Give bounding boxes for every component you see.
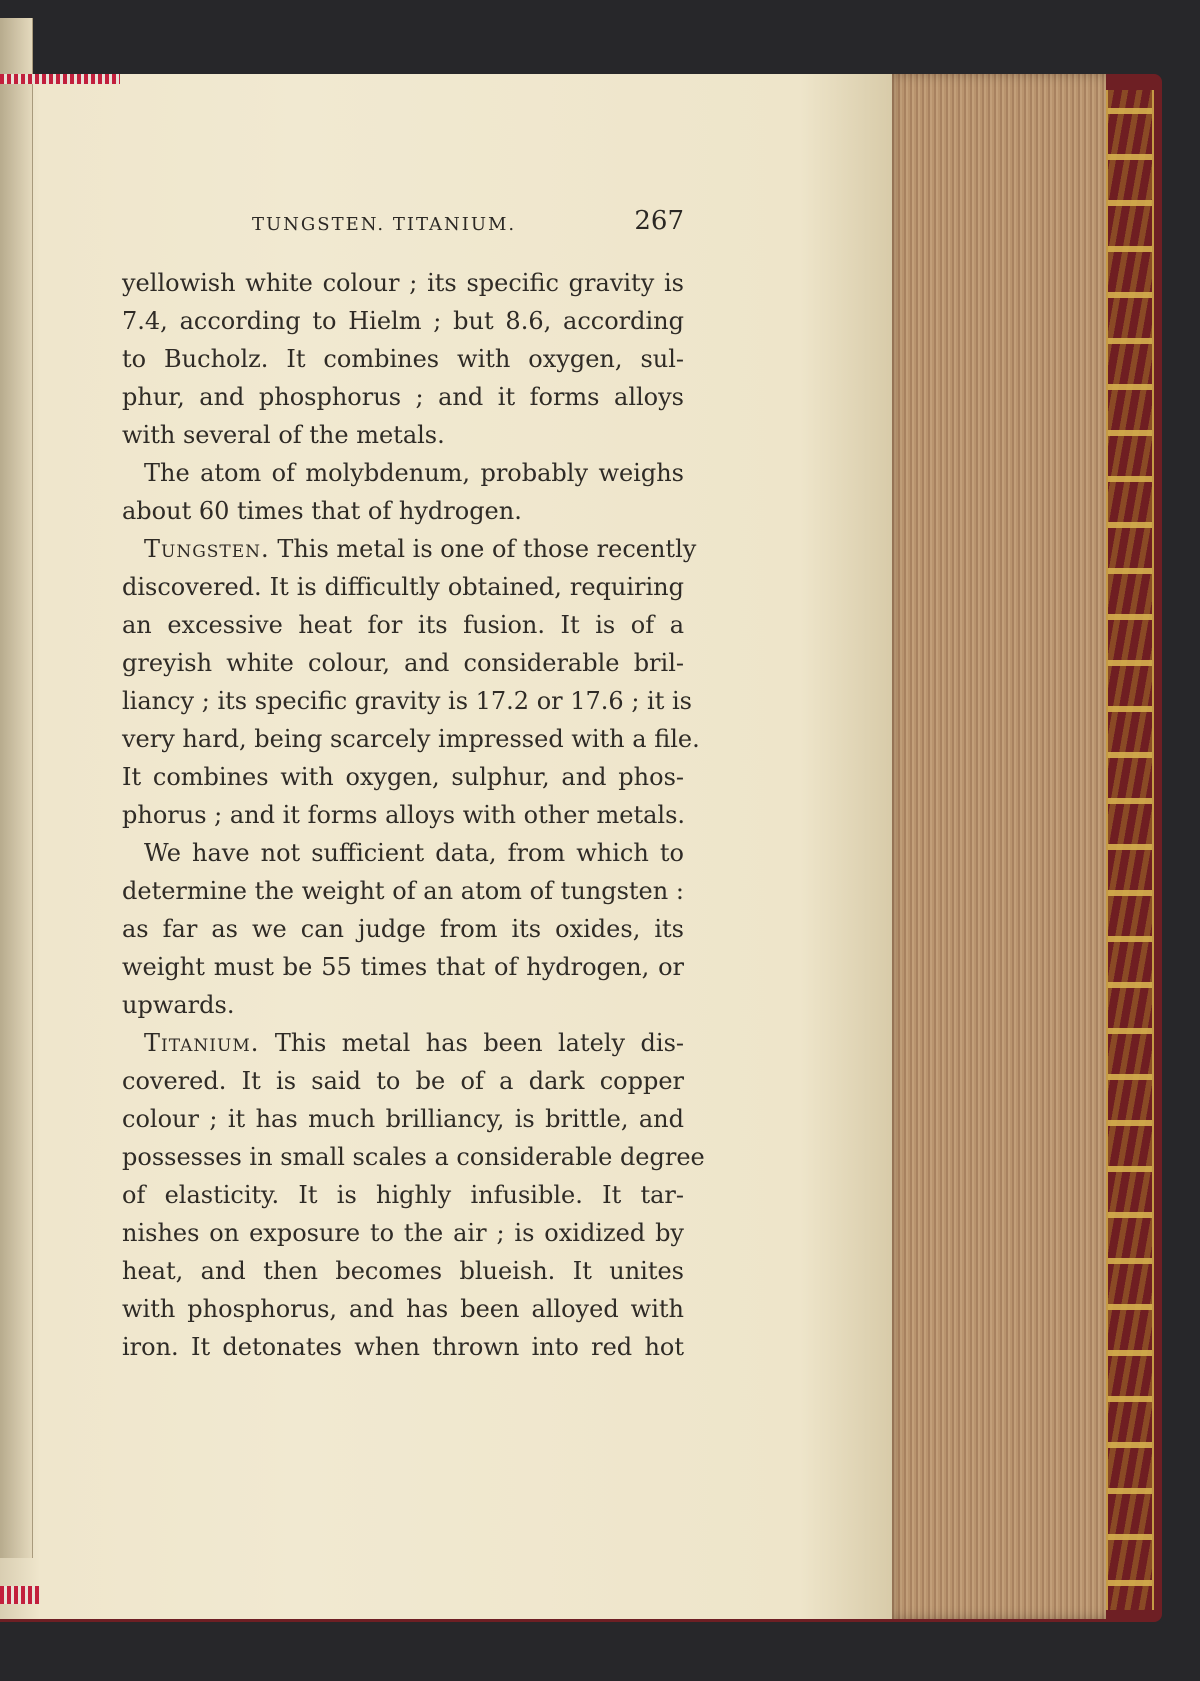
red-page-edge-bottom [0, 1586, 40, 1604]
text-line: determine the weight of an atom of tungsten : [122, 877, 684, 905]
red-page-edge-top [0, 74, 120, 84]
page-number: 267 [634, 206, 684, 236]
text-line: an excessive heat for its fusion. It is of a [122, 611, 684, 639]
text-line: of elasticity. It is highly infusible. It tar- [122, 1181, 684, 1209]
text-line: We have not sufficient data, from which to [144, 839, 684, 867]
text-line: upwards. [122, 991, 235, 1019]
text-line: phorus ; and it forms alloys with other metals. [122, 801, 686, 829]
text-line: greyish white colour, and considerable bril- [122, 649, 684, 677]
text-line: weight must be 55 times that of hydrogen, or [122, 953, 684, 981]
text-line: The atom of molybdenum, probably weighs [144, 459, 684, 487]
text-line: Tungsten. This metal is one of those recently [144, 535, 697, 563]
text-line: discovered. It is difficultly obtained, requiring [122, 573, 684, 601]
running-head [124, 206, 684, 246]
text-line: heat, and then becomes blueish. It unites [122, 1257, 684, 1285]
text-line: very hard, being scarcely impressed with a file. [122, 725, 700, 753]
text-line: with several of the metals. [122, 421, 445, 449]
text-line: Titanium. This metal has been lately dis- [144, 1029, 684, 1057]
page-edges [884, 74, 1106, 1619]
text-line: 7.4, according to Hielm ; but 8.6, according [122, 307, 684, 335]
text-line: phur, and phosphorus ; and it forms alloys [122, 383, 684, 411]
text-line: covered. It is said to be of a dark copper [122, 1067, 684, 1095]
previous-page-edge [0, 18, 33, 1558]
running-head-title: TUNGSTEN. TITANIUM. [252, 214, 517, 235]
text-line: yellowish white colour ; its specific gravity is [122, 269, 684, 297]
gilt-decorated-cover-edge [1106, 90, 1154, 1610]
section-heading-titanium: Titanium. [144, 1029, 260, 1057]
text-line: with phosphorus, and has been alloyed with [122, 1295, 684, 1323]
section-heading-tungsten: Tungsten. [144, 535, 270, 563]
body-text [122, 264, 705, 1366]
text-line: as far as we can judge from its oxides, its [122, 915, 684, 943]
text-line: colour ; it has much brilliancy, is brittle, and [122, 1105, 684, 1133]
text-line: to Bucholz. It combines with oxygen, sul- [122, 345, 684, 373]
text-line: nishes on exposure to the air ; is oxidized by [122, 1219, 684, 1247]
text-line: It combines with oxygen, sulphur, and phos- [122, 763, 684, 791]
text-line: iron. It detonates when thrown into red hot [122, 1333, 684, 1361]
text-line: liancy ; its specific gravity is 17.2 or 17.6 ; it is [122, 687, 692, 715]
text-line: possesses in small scales a considerable degree [122, 1143, 705, 1171]
text-line: about 60 times that of hydrogen. [122, 497, 522, 525]
